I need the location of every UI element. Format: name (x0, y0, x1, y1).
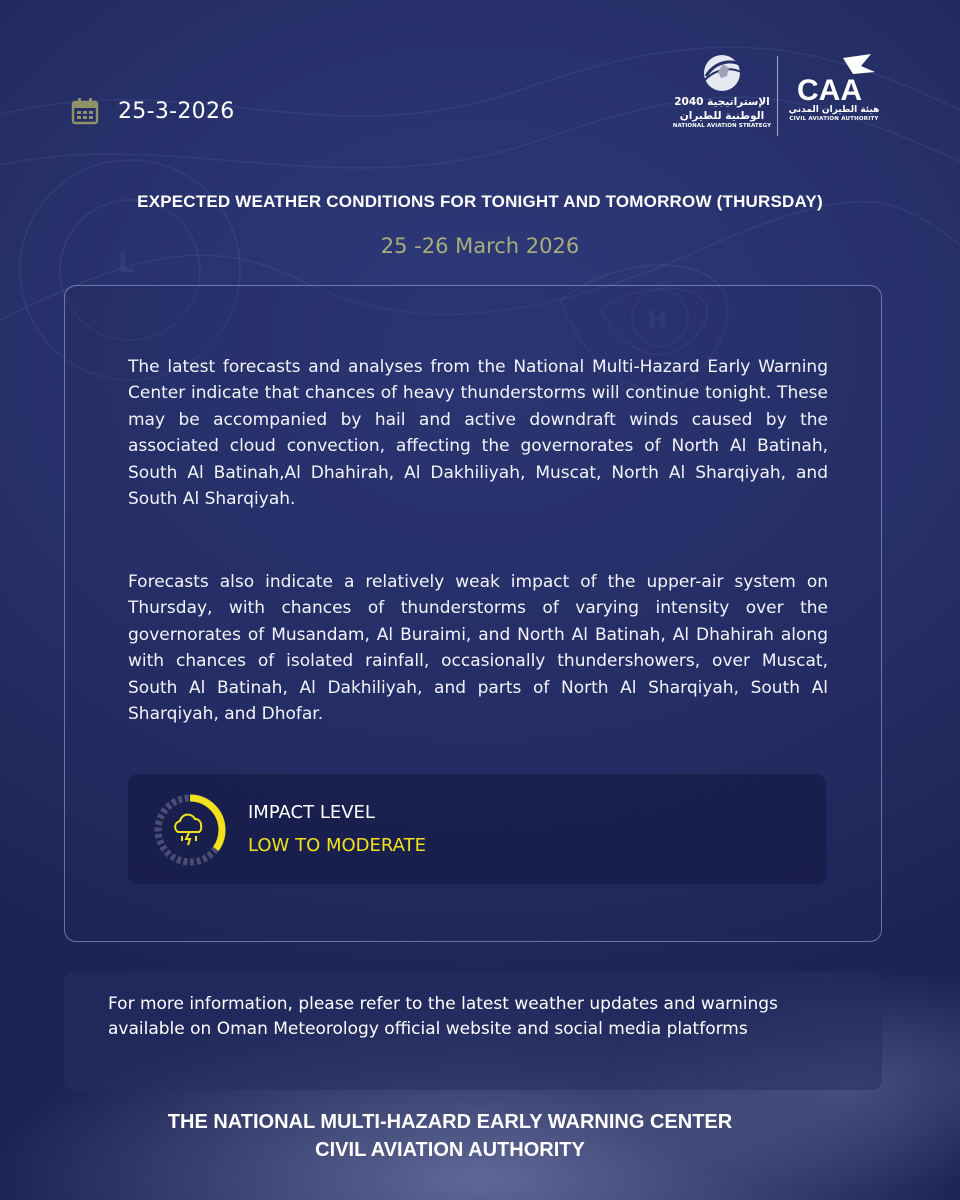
logos-group (672, 52, 882, 142)
forecast-date-range: 25 -26 March 2026 (380, 234, 580, 258)
forecast-card (64, 285, 882, 942)
impact-level-panel (128, 774, 826, 884)
footer (0, 1108, 900, 1164)
caa-english-name: CIVIL AVIATION AUTHORITY (789, 116, 879, 122)
nas-arabic-line2: الوطنية للطيران (679, 110, 765, 122)
logo-divider (777, 56, 778, 136)
date-row (70, 96, 235, 126)
impact-level-label: IMPACT LEVEL (248, 802, 375, 823)
more-info-panel (64, 972, 882, 1090)
caa-logo (784, 52, 884, 142)
thunderstorm-cloud-icon (175, 815, 201, 845)
footer-authority-name: CIVIL AVIATION AUTHORITY (315, 1139, 585, 1161)
page-title: EXPECTED WEATHER CONDITIONS FOR TONIGHT AND TOMORROW (THURSDAY) (137, 192, 823, 211)
nas-english-name: NATIONAL AVIATION STRATEGY (672, 123, 772, 129)
nas-arabic-line1: الإستراتيجية 2040 (674, 96, 770, 108)
national-aviation-strategy-emblem-icon (697, 52, 747, 94)
forecast-paragraph-thursday: Forecasts also indicate a relatively weak impact of the upper-air system on Thursday, with chances of thunderstorms of varying intensity over the governorates of Musandam, Al Buraimi, and North Al Batinah, Al Dhahirah along with chances of isolated rainfall, occasionally thundershowers, over Muscat, South Al Batinah, Al Dakhiliyah, and parts of North Al Sharqiyah, South Al Sharqiyah, and Dhofar. (128, 572, 828, 725)
calendar-icon (70, 96, 100, 126)
footer-center-name: THE NATIONAL MULTI-HAZARD EARLY WARNING CENTER (167, 1111, 733, 1133)
svg-text:H: H (647, 306, 668, 334)
svg-text:L: L (118, 249, 135, 279)
caa-acronym: CAA (797, 74, 862, 104)
issue-date: 25-3-2026 (118, 98, 235, 124)
impact-gauge (152, 792, 228, 868)
forecast-paragraph-tonight: The latest forecasts and analyses from the National Multi-Hazard Early Warning Center indicate that chances of heavy thunderstorms will continue tonight. These may be accompanied by hail and active downdraft winds caused by the associated cloud convection, affecting the governorates of North Al Batinah, South Al Batinah,Al Dhahirah, Al Dakhiliyah, Muscat, North Al Sharqiyah, and South Al Sharqiyah. (128, 357, 828, 510)
caa-emblem-icon (791, 52, 877, 104)
national-aviation-strategy-logo (672, 52, 772, 142)
caa-arabic-name: هيئة الطيران المدني (788, 105, 880, 115)
impact-level-value: LOW TO MODERATE (248, 835, 426, 856)
more-info-text: For more information, please refer to the latest weather updates and warnings available on Oman Meteorology official website and social media platforms (108, 994, 778, 1039)
